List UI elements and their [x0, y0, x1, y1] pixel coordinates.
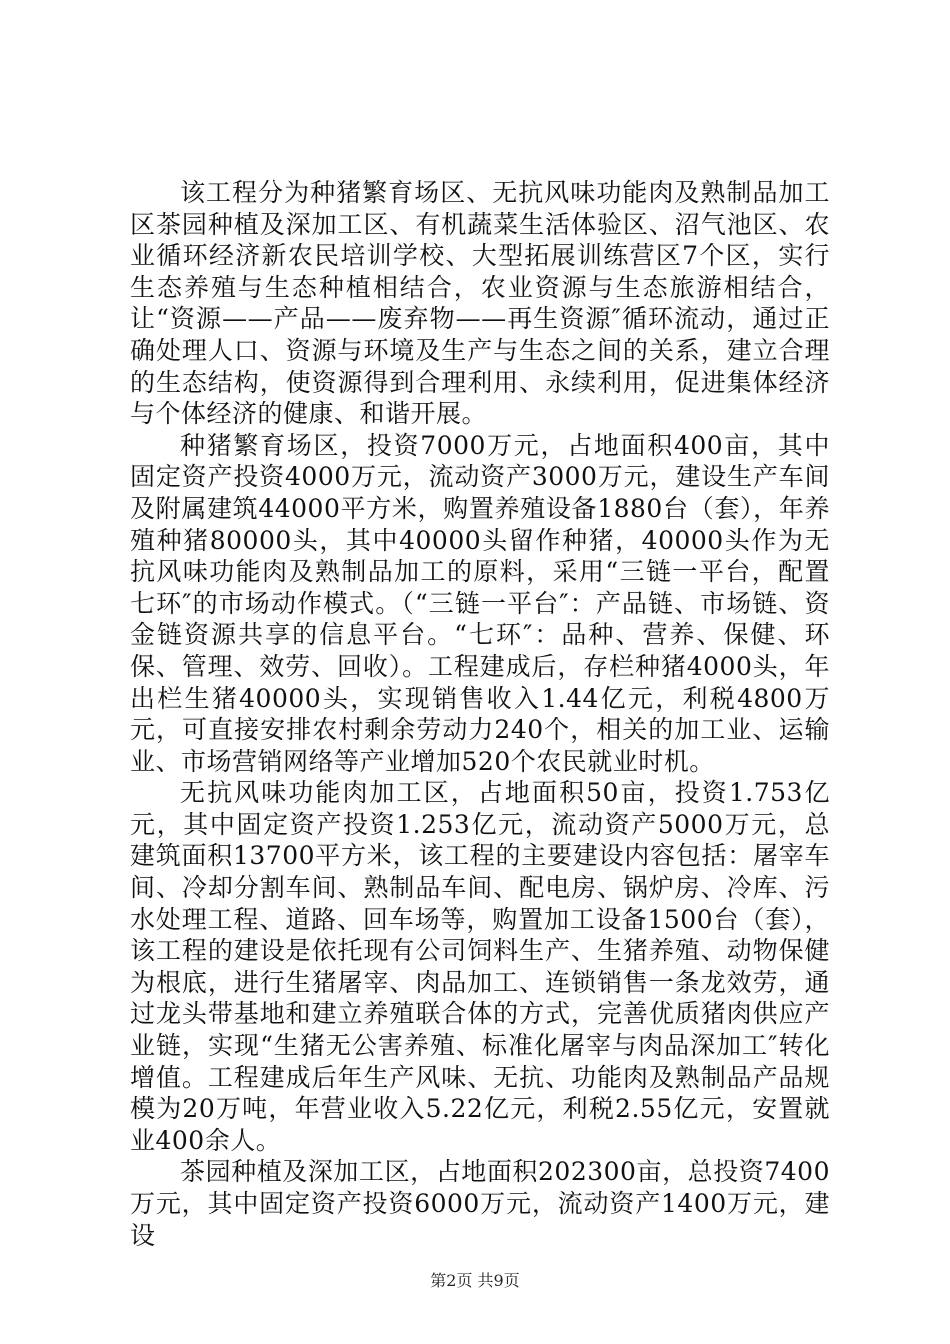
- paragraph-project-overview: 该工程分为种猪繁育场区、无抗风味功能肉及熟制品加工区茶园种植及深加工区、有机蔬菜生活体验区、沼气池区、农业循环经济新农民培训学校、大型拓展训练营区7个区，实行生态养殖与生态种植相结合，农业资源与生态旅游相结合，让“资源——产品——废弃物——再生资源″循环流动，通过正确处理人口、资源与环境及生产与生态之间的关系，建立合理的生态结构，使资源得到合理利用、永续利用，促进集体经济与个体经济的健康、和谐开展。: [130, 178, 830, 429]
- document-body: [130, 177, 830, 1251]
- paragraph-breeding-area: 种猪繁育场区，投资7000万元，占地面积400亩，其中固定资产投资4000万元，流动资产3000万元，建设生产车间及附属建筑44000平方米，购置养殖设备1880台（套），年养殖种猪80000头，其中40000头留作种猪，40000头作为无抗风味功能肉及熟制品加工的原料，采用“三链一平台，配置七环″的市场动作模式。（“三链一平台″：产品链、市场链、资金链资源共享的信息平台。“七环″：品种、营养、保健、环保、管理、效劳、回收）。工程建成后，存栏种猪4000头，年出栏生猪40000头，实现销售收入1.44亿元，利税4800万元，可直接安排农村剩余劳动力240个，相关的加工业、运输业、市场营销网络等产业增加520个农民就业时机。: [130, 430, 830, 776]
- page-number-footer: 第2页 共9页: [430, 1271, 520, 1290]
- paragraph-meat-processing-area: 无抗风味功能肉加工区，占地面积50亩，投资1.753亿元，其中固定资产投资1.253亿元，流动资产5000万元，总建筑面积13700平方米，该工程的主要建设内容包括：屠宰车间、冷却分割车间、熟制品车间、配电房、锅炉房、冷库、污水处理工程、道路、回车场等，购置加工设备1500台（套），该工程的建设是依托现有公司饲料生产、生猪养殖、动物保健为根底，进行生猪屠宰、肉品加工、连锁销售一条龙效劳，通过龙头带基地和建立养殖联合体的方式，完善优质猪肉供应产业链，实现“生猪无公害养殖、标准化屠宰与肉品深加工″转化增值。工程建成后年生产风味、无抗、功能肉及熟制品产品规模为20万吨，年营业收入5.22亿元，利税2.55亿元，安置就业400余人。: [130, 778, 830, 1155]
- paragraph-tea-garden-area: 茶园种植及深加工区，占地面积202300亩，总投资7400万元，其中固定资产投资6000万元，流动资产1400万元，建设: [130, 1157, 830, 1250]
